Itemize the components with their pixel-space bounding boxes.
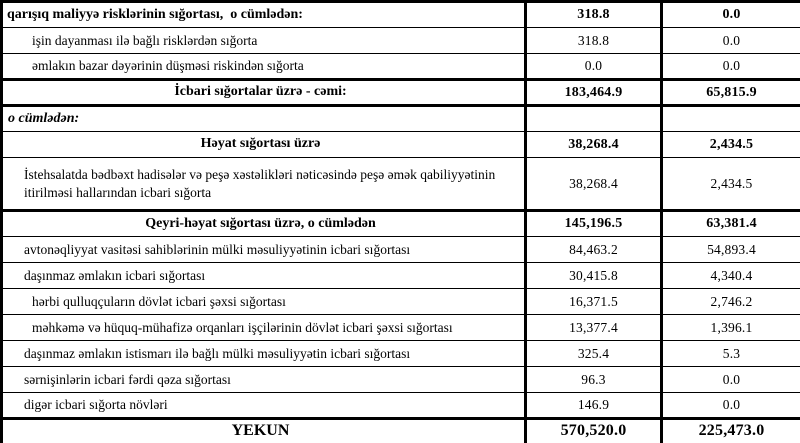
row-value-2: 1,396.1 (662, 315, 800, 341)
table-row (2, 2, 800, 28)
row-value-2: 0.0 (662, 367, 800, 393)
row-value-2: 54,893.4 (662, 237, 800, 263)
row-value-2: 2,434.5 (662, 132, 800, 158)
row-label: daşınmaz əmlakın istismarı ilə bağlı mülki məsuliyyətin icbari sığortası (2, 341, 526, 367)
row-value-2 (662, 106, 800, 132)
table-row (2, 393, 800, 419)
row-value-2: 0.0 (662, 2, 800, 28)
row-value-2: 5.3 (662, 341, 800, 367)
row-value-2: 63,381.4 (662, 211, 800, 237)
table-row-section-header (2, 211, 800, 237)
table-row (2, 315, 800, 341)
table-row-section-header (2, 132, 800, 158)
row-label: o cümlədən: (2, 106, 526, 132)
row-value-1: 96.3 (526, 367, 662, 393)
table-row (2, 341, 800, 367)
row-label: hərbi qulluqçuların dövlət icbari şəxsi sığortası (2, 289, 526, 315)
row-value-2: 2,434.5 (662, 158, 800, 211)
row-value-2: 2,746.2 (662, 289, 800, 315)
row-value-1: 38,268.4 (526, 132, 662, 158)
row-value-2: 0.0 (662, 28, 800, 54)
row-label: işin dayanması ilə bağlı risklərdən sığorta (2, 28, 526, 54)
row-value-1: 84,463.2 (526, 237, 662, 263)
row-label: İstehsalatda bədbəxt hadisələr və peşə xəstəlikləri nəticəsində peşə əmək qabiliyyətinin itirilməsi hallarından icbari sığorta (2, 158, 526, 211)
table-row-section-total (2, 80, 800, 106)
table-row (2, 158, 800, 211)
row-value-2: 0.0 (662, 54, 800, 80)
row-value-1: 325.4 (526, 341, 662, 367)
row-value-1: 30,415.8 (526, 263, 662, 289)
row-value-1: 318.8 (526, 28, 662, 54)
table-row (2, 289, 800, 315)
row-value-1: 145,196.5 (526, 211, 662, 237)
row-label: Həyat sığortası üzrə (2, 132, 526, 158)
row-label: Qeyri-həyat sığortası üzrə, o cümlədən (2, 211, 526, 237)
row-value-1: 16,371.5 (526, 289, 662, 315)
table-row (2, 367, 800, 393)
row-label: qarışıq maliyyə risklərinin sığortası, o cümlədən: (2, 2, 526, 28)
table-row (2, 263, 800, 289)
row-label: daşınmaz əmlakın icbari sığortası (2, 263, 526, 289)
row-value-1: 13,377.4 (526, 315, 662, 341)
row-label: YEKUN (2, 419, 526, 443)
table-row-grand-total (2, 419, 800, 443)
table-body (2, 2, 800, 443)
row-value-1: 318.8 (526, 2, 662, 28)
row-label: əmlakın bazar dəyərinin düşməsi riskindən sığorta (2, 54, 526, 80)
row-label: İcbari sığortalar üzrə - cəmi: (2, 80, 526, 106)
row-value-2: 65,815.9 (662, 80, 800, 106)
row-value-2: 4,340.4 (662, 263, 800, 289)
table-row (2, 237, 800, 263)
table-row (2, 54, 800, 80)
row-value-2: 0.0 (662, 393, 800, 419)
row-label: sərnişinlərin icbari fərdi qəza sığortası (2, 367, 526, 393)
row-value-1: 146.9 (526, 393, 662, 419)
row-value-1: 0.0 (526, 54, 662, 80)
table-row (2, 106, 800, 132)
row-label: avtonəqliyyat vasitəsi sahiblərinin mülki məsuliyyətinin icbari sığortası (2, 237, 526, 263)
row-value-1: 570,520.0 (526, 419, 662, 443)
table-row (2, 28, 800, 54)
row-value-1: 183,464.9 (526, 80, 662, 106)
row-label: digər icbari sığorta növləri (2, 393, 526, 419)
row-value-2: 225,473.0 (662, 419, 800, 443)
row-label: məhkəmə və hüquq-mühafizə orqanları işçilərinin dövlət icbari şəxsi sığortası (2, 315, 526, 341)
row-value-1: 38,268.4 (526, 158, 662, 211)
row-value-1 (526, 106, 662, 132)
